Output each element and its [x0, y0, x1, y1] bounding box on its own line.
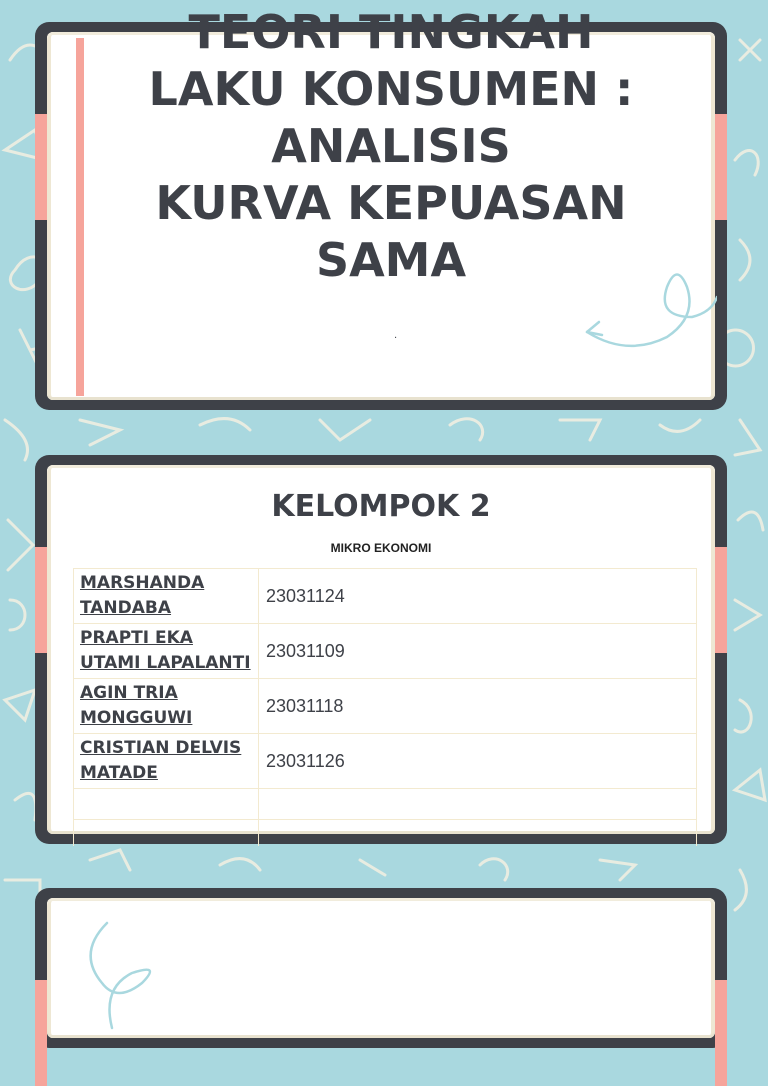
table-row	[74, 734, 697, 789]
slide-tab-left	[35, 114, 47, 220]
member-name[interactable]: AGIN TRIA MONGGUWI	[74, 679, 259, 734]
empty-cell	[259, 820, 697, 847]
group-slide	[35, 455, 727, 844]
member-name[interactable]: MARSHANDA TANDABA	[74, 569, 259, 624]
accent-bar	[76, 38, 84, 396]
member-nim: 23031118	[259, 679, 697, 734]
slide-page	[47, 5, 715, 400]
member-name[interactable]: PRAPTI EKA UTAMI LAPALANTI	[74, 624, 259, 679]
next-slide	[35, 888, 727, 1048]
swirl-arrow-icon	[577, 272, 717, 362]
title-slide	[35, 5, 727, 410]
table-row-empty	[74, 789, 697, 820]
members-table	[73, 568, 697, 846]
member-nim: 23031124	[259, 569, 697, 624]
course-subheading: MIKRO EKONOMI	[330, 541, 432, 555]
slide-tab-left	[35, 980, 47, 1086]
swirl-decoration-icon	[77, 918, 167, 1048]
member-nim: 23031109	[259, 624, 697, 679]
text-dot: .	[394, 330, 398, 341]
table-row	[74, 624, 697, 679]
slide-title: TEORI TINGKAH LAKU KONSUMEN : ANALISIS KURVA KEPUASAN SAMA	[148, 5, 634, 287]
table-row-empty	[74, 820, 697, 847]
slide-page	[47, 898, 715, 1038]
slide-tab-left	[35, 547, 47, 653]
member-name[interactable]: CRISTIAN DELVIS MATADE	[74, 734, 259, 789]
slide-tab-right	[715, 547, 727, 653]
slide-tab-right	[715, 114, 727, 220]
slide-page	[47, 465, 715, 834]
empty-cell	[259, 789, 697, 820]
member-nim: 23031126	[259, 734, 697, 789]
table-row	[74, 679, 697, 734]
empty-cell	[74, 820, 259, 847]
group-heading: KELOMPOK 2	[271, 489, 491, 524]
empty-cell	[74, 789, 259, 820]
slide-tab-right	[715, 980, 727, 1086]
table-row	[74, 569, 697, 624]
